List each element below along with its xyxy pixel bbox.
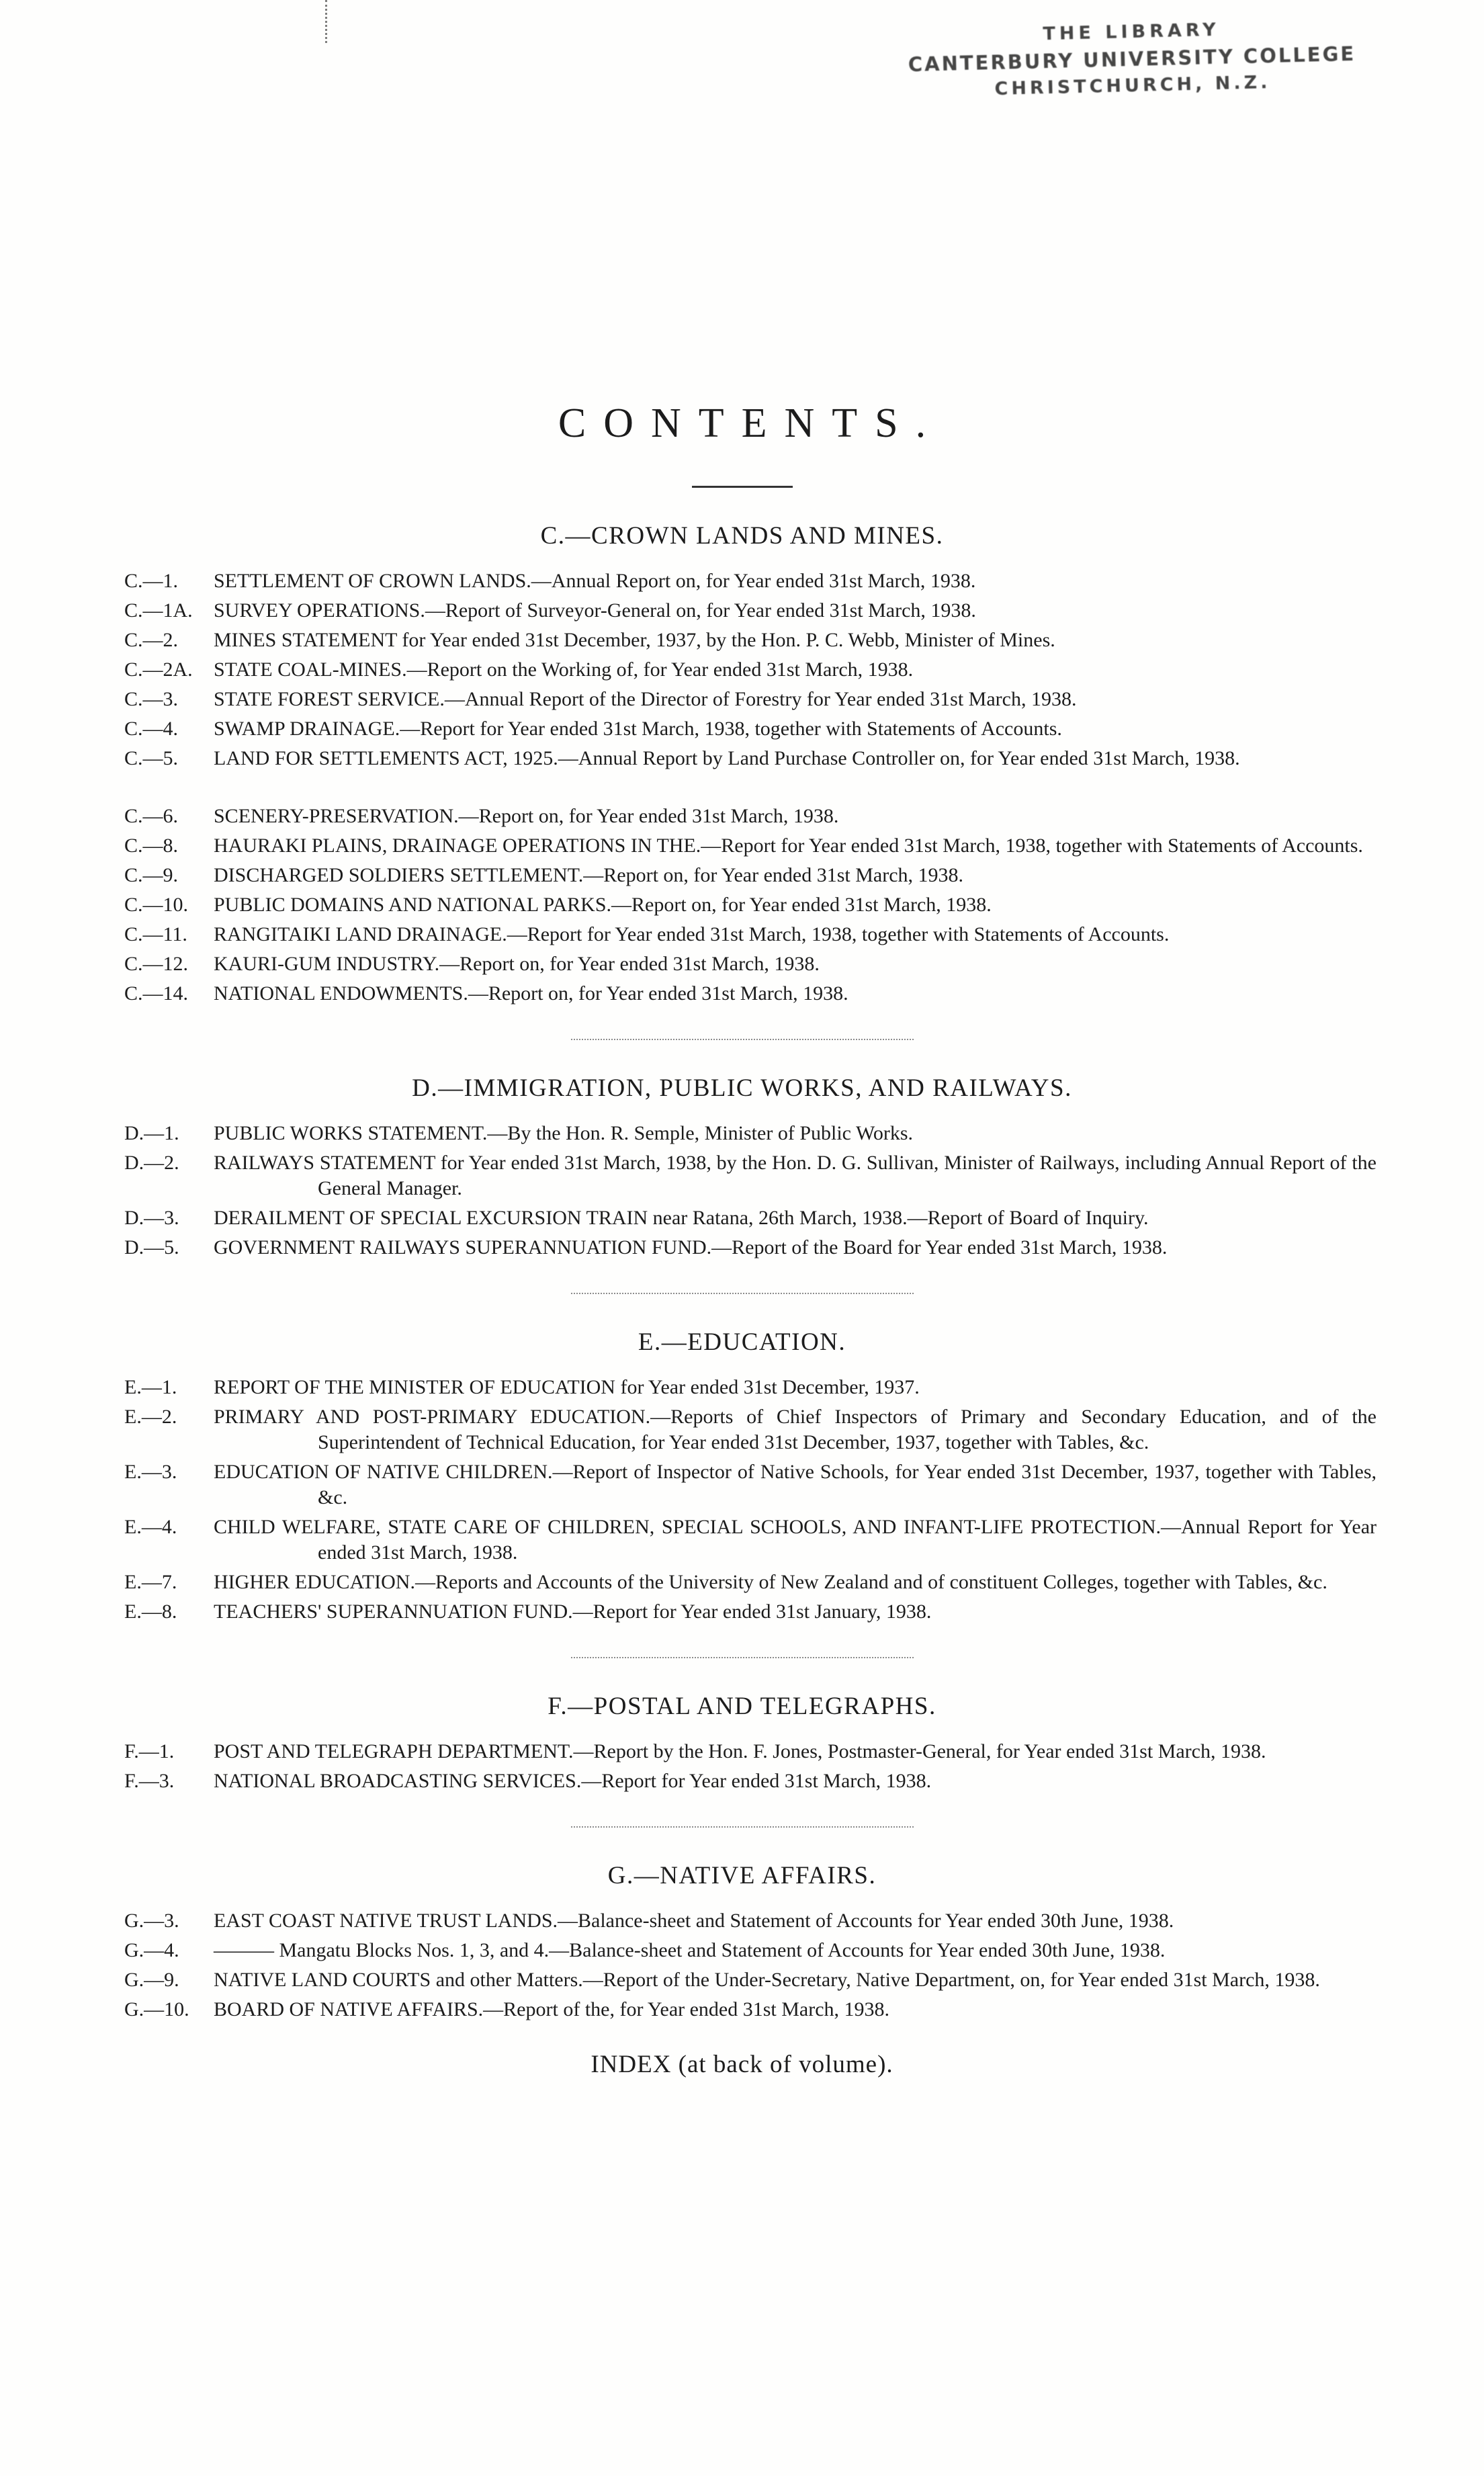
toc-entry xyxy=(124,981,1377,1007)
toc-entry xyxy=(124,892,1377,918)
toc-entry xyxy=(124,1514,1377,1566)
entry-label: C.—9. xyxy=(124,864,179,886)
entry-text: DERAILMENT OF SPECIAL EXCURSION TRAIN near Ratana, 26th March, 1938.—Report of Board of Inquiry. xyxy=(214,1207,1149,1229)
entry-label: E.—1. xyxy=(124,1376,177,1398)
entry-text: RAILWAYS STATEMENT for Year ended 31st March, 1938, by the Hon. D. G. Sullivan, Minister of Railways, including Annual Report of the General Manager. xyxy=(214,1152,1377,1199)
toc-entry xyxy=(124,1459,1377,1510)
entry-text: TEACHERS' SUPERANNUATION FUND.—Report for Year ended 31st January, 1938. xyxy=(214,1600,932,1623)
entry-label: E.—7. xyxy=(124,1571,177,1593)
entry-text: LAND FOR SETTLEMENTS ACT, 1925.—Annual Report by Land Purchase Controller on, for Year ended 31st March, 1938. xyxy=(214,747,1240,769)
entry-label: D.—3. xyxy=(124,1207,179,1229)
entry-label: F.—3. xyxy=(124,1770,175,1792)
toc-sections xyxy=(0,521,1484,2022)
section-rule xyxy=(571,1657,914,1658)
toc-entry xyxy=(124,922,1377,947)
entry-label: G.—4. xyxy=(124,1939,179,1961)
toc-entry xyxy=(124,1150,1377,1201)
toc-entry xyxy=(124,1967,1377,1993)
entry-label: G.—10. xyxy=(124,1998,189,2020)
entry-text: STATE FOREST SERVICE.—Annual Report of the Director of Forestry for Year ended 31st March, 1938. xyxy=(214,688,1077,710)
title-rule xyxy=(692,486,793,488)
toc-entry xyxy=(124,1997,1377,2022)
entry-text: NATIONAL ENDOWMENTS.—Report on, for Year ended 31st March, 1938. xyxy=(214,982,848,1005)
entry-text: PUBLIC WORKS STATEMENT.—By the Hon. R. Semple, Minister of Public Works. xyxy=(214,1122,914,1144)
entry-text: HIGHER EDUCATION.—Reports and Accounts of the University of New Zealand and of constituent Colleges, together with Tables, &c. xyxy=(214,1571,1327,1593)
entry-label: C.—6. xyxy=(124,805,179,827)
toc-entry xyxy=(124,746,1377,771)
pen-mark xyxy=(325,0,327,43)
entry-label: G.—3. xyxy=(124,1910,179,1932)
library-stamp xyxy=(893,15,1372,101)
toc-entry xyxy=(124,1938,1377,1963)
toc-entry xyxy=(124,1375,1377,1400)
entry-text: EAST COAST NATIVE TRUST LANDS.—Balance-sheet and Statement of Accounts for Year ended 30th June, 1938. xyxy=(214,1910,1174,1932)
section-heading: D.—IMMIGRATION, PUBLIC WORKS, AND RAILWAYS. xyxy=(412,1074,1072,1102)
entry-label: C.—8. xyxy=(124,835,179,857)
entry-label: D.—2. xyxy=(124,1152,179,1174)
entry-label: D.—1. xyxy=(124,1122,179,1144)
toc-entry xyxy=(124,716,1377,742)
toc-entry xyxy=(124,951,1377,977)
entry-label: E.—8. xyxy=(124,1600,177,1623)
entry-label: G.—9. xyxy=(124,1969,179,1991)
entry-text: MINES STATEMENT for Year ended 31st December, 1937, by the Hon. P. C. Webb, Minister of Mines. xyxy=(214,629,1055,651)
entry-text: RANGITAIKI LAND DRAINAGE.—Report for Year ended 31st March, 1938, together with Statements of Accounts. xyxy=(214,923,1170,945)
section-rule xyxy=(571,1826,914,1828)
toc-entry xyxy=(124,1404,1377,1455)
toc-entry-list xyxy=(0,1739,1484,1794)
entry-text: BOARD OF NATIVE AFFAIRS.—Report of the, for Year ended 31st March, 1938. xyxy=(214,1998,890,2020)
entry-label: F.—1. xyxy=(124,1740,175,1762)
stamp-line: CHRISTCHURCH, N.Z. xyxy=(994,71,1271,100)
entry-text: SCENERY-PRESERVATION.—Report on, for Year ended 31st March, 1938. xyxy=(214,805,839,827)
entry-text: POST AND TELEGRAPH DEPARTMENT.—Report by the Hon. F. Jones, Postmaster-General, for Year ended 31st March, 1938. xyxy=(214,1740,1266,1762)
toc-entry xyxy=(124,657,1377,683)
section-rule xyxy=(571,1039,914,1040)
toc-entry xyxy=(124,628,1377,653)
entry-label: D.—5. xyxy=(124,1236,179,1258)
stamp-line: THE LIBRARY xyxy=(1043,19,1220,45)
toc-entry xyxy=(124,1908,1377,1934)
entry-label: E.—2. xyxy=(124,1406,177,1428)
toc-entry-list xyxy=(0,1375,1484,1625)
toc-entry xyxy=(124,804,1377,829)
stamp-line: CANTERBURY UNIVERSITY COLLEGE xyxy=(908,42,1356,77)
entry-label: C.—2A. xyxy=(124,658,193,681)
section-heading: G.—NATIVE AFFAIRS. xyxy=(607,1862,877,1889)
entry-label: C.—11. xyxy=(124,923,187,945)
toc-entry xyxy=(124,598,1377,624)
entry-label: C.—1. xyxy=(124,570,179,592)
entry-text: SETTLEMENT OF CROWN LANDS.—Annual Report on, for Year ended 31st March, 1938. xyxy=(214,570,976,592)
toc-entry xyxy=(124,1121,1377,1146)
entry-label: C.—10. xyxy=(124,894,189,916)
entry-text: HAURAKI PLAINS, DRAINAGE OPERATIONS IN THE.—Report for Year ended 31st March, 1938, together with Statements of Accounts. xyxy=(214,835,1363,857)
entry-text: PRIMARY AND POST-PRIMARY EDUCATION.—Reports of Chief Inspectors of Primary and Secondary Education, and of the Superintendent of Technical Education, for Year ended 31st December, 1937, together with Tables, &c. xyxy=(214,1406,1377,1453)
page-title: CONTENTS. xyxy=(558,400,944,446)
entry-label: C.—12. xyxy=(124,953,189,975)
toc-entry xyxy=(124,1235,1377,1261)
toc-entry xyxy=(124,1599,1377,1625)
section-heading: F.—POSTAL AND TELEGRAPHS. xyxy=(548,1693,936,1720)
toc-entry xyxy=(124,1739,1377,1764)
toc-entry xyxy=(124,1768,1377,1794)
entry-label: C.—1A. xyxy=(124,599,193,622)
entry-label: E.—4. xyxy=(124,1516,177,1538)
section-heading: C.—CROWN LANDS AND MINES. xyxy=(540,522,944,550)
entry-label: C.—5. xyxy=(124,747,179,769)
entry-text: NATIVE LAND COURTS and other Matters.—Report of the Under-Secretary, Native Department, on, for Year ended 31st March, 1938. xyxy=(214,1969,1320,1991)
toc-entry-list xyxy=(0,1121,1484,1261)
toc-entry xyxy=(124,833,1377,859)
toc-entry xyxy=(124,863,1377,888)
entry-label: C.—4. xyxy=(124,718,179,740)
section-rule xyxy=(571,1293,914,1294)
toc-entry xyxy=(124,568,1377,594)
entry-label: C.—14. xyxy=(124,982,189,1005)
section-heading: E.—EDUCATION. xyxy=(638,1328,846,1356)
entry-text: PUBLIC DOMAINS AND NATIONAL PARKS.—Report on, for Year ended 31st March, 1938. xyxy=(214,894,992,916)
entry-label: E.—3. xyxy=(124,1461,177,1483)
entry-text: KAURI-GUM INDUSTRY.—Report on, for Year ended 31st March, 1938. xyxy=(214,953,820,975)
toc-entry xyxy=(124,687,1377,712)
toc-entry-list xyxy=(0,568,1484,1007)
toc-entry xyxy=(124,1205,1377,1231)
entry-text: CHILD WELFARE, STATE CARE OF CHILDREN, SPECIAL SCHOOLS, AND INFANT-LIFE PROTECTION.—Annual Report for Year ended 31st March, 1938. xyxy=(214,1516,1377,1564)
entry-text: REPORT OF THE MINISTER OF EDUCATION for Year ended 31st December, 1937. xyxy=(214,1376,920,1398)
entry-text: NATIONAL BROADCASTING SERVICES.—Report for Year ended 31st March, 1938. xyxy=(214,1770,932,1792)
entry-text: ——— Mangatu Blocks Nos. 1, 3, and 4.—Balance-sheet and Statement of Accounts for Year ended 30th June, 1938. xyxy=(214,1939,1166,1961)
toc-entry-list xyxy=(0,1908,1484,2022)
entry-text: STATE COAL-MINES.—Report on the Working of, for Year ended 31st March, 1938. xyxy=(214,658,914,681)
index-note: INDEX (at back of volume). xyxy=(591,2051,893,2078)
entry-text: GOVERNMENT RAILWAYS SUPERANNUATION FUND.—Report of the Board for Year ended 31st March, 1938. xyxy=(214,1236,1168,1258)
entry-label: C.—2. xyxy=(124,629,179,651)
entry-text: SWAMP DRAINAGE.—Report for Year ended 31st March, 1938, together with Statements of Accounts. xyxy=(214,718,1062,740)
toc-entry xyxy=(124,1570,1377,1595)
entry-text: EDUCATION OF NATIVE CHILDREN.—Report of Inspector of Native Schools, for Year ended 31st December, 1937, together with Tables, &c. xyxy=(214,1461,1377,1508)
entry-label: C.—3. xyxy=(124,688,179,710)
entry-text: DISCHARGED SOLDIERS SETTLEMENT.—Report on, for Year ended 31st March, 1938. xyxy=(214,864,964,886)
entry-text: SURVEY OPERATIONS.—Report of Surveyor-General on, for Year ended 31st March, 1938. xyxy=(214,599,976,622)
